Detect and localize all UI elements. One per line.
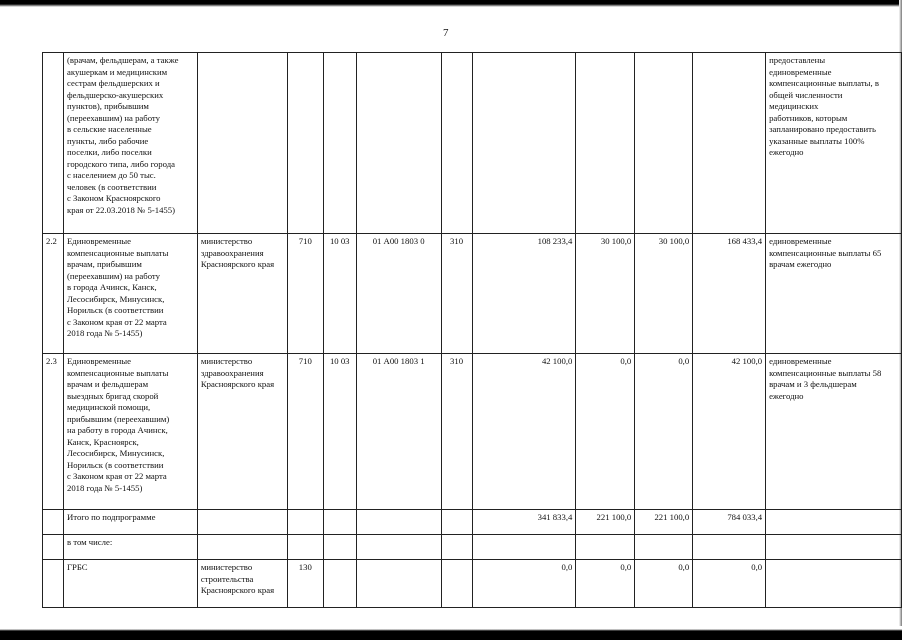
vr-code: 310	[441, 354, 472, 510]
amount-year-3	[635, 535, 693, 560]
grbs-code: 710	[287, 234, 323, 354]
csr-code	[356, 560, 441, 608]
rzpr-code	[323, 560, 356, 608]
amount-year-2: 30 100,0	[576, 234, 635, 354]
row-number	[43, 560, 64, 608]
amount-total: 42 100,0	[693, 354, 766, 510]
csr-code: 01 А00 1803 1	[356, 354, 441, 510]
amount-year-3: 0,0	[635, 354, 693, 510]
amount-year-1: 341 833,4	[472, 510, 576, 535]
csr-code: 01 А00 1803 0	[356, 234, 441, 354]
csr-code	[356, 535, 441, 560]
event-name: ГРБС	[63, 560, 197, 608]
amount-year-2	[576, 53, 635, 234]
expected-result: предоставлены единовременные компенсационные выплаты, в общей численности медицинских работников, которым запланировано предоставить указанные выплаты 100% ежегодно	[766, 53, 902, 234]
amount-total	[693, 535, 766, 560]
grbs-name: министерство здравоохранения Красноярского края	[197, 354, 287, 510]
amount-year-2	[576, 535, 635, 560]
table-row-subtotal	[43, 510, 902, 535]
row-number	[43, 53, 64, 234]
vr-code	[441, 535, 472, 560]
event-name: (врачам, фельдшерам, а также акушеркам и медицинским сестрам фельдшерских и фельдшерско-акушерских пунктов), прибывшим (переехавшим) на работу в сельские населенные пункты, либо рабочие поселки, либо поселки городского типа, либо города с населением до 50 тыс. человек (в соответствии с Законом Красноярского края от 22.03.2018 № 5-1455)	[63, 53, 197, 234]
amount-year-1: 108 233,4	[472, 234, 576, 354]
program-table	[42, 52, 902, 608]
vr-code	[441, 510, 472, 535]
scan-edge-top	[0, 0, 902, 7]
amount-year-1	[472, 535, 576, 560]
amount-year-2: 0,0	[576, 560, 635, 608]
table-row	[43, 53, 902, 234]
vr-code	[441, 53, 472, 234]
grbs-name	[197, 535, 287, 560]
row-number	[43, 535, 64, 560]
amount-year-2: 221 100,0	[576, 510, 635, 535]
amount-year-3: 221 100,0	[635, 510, 693, 535]
csr-code	[356, 510, 441, 535]
scan-edge-bottom	[0, 626, 902, 640]
row-number: 2.3	[43, 354, 64, 510]
event-name: Единовременные компенсационные выплаты врачам и фельдшерам выездных бригад скорой медицинской помощи, прибывшим (переехавшим) на работу в города Ачинск, Канск, Красноярск, Лесосибирск, Минусинск, Норильск (в соответствии с Законом края от 22 марта 2018 года № 5-1455)	[63, 354, 197, 510]
amount-year-1: 42 100,0	[472, 354, 576, 510]
amount-total: 0,0	[693, 560, 766, 608]
rzpr-code	[323, 535, 356, 560]
amount-year-1: 0,0	[472, 560, 576, 608]
rzpr-code: 10 03	[323, 354, 356, 510]
grbs-name: министерство строительства Красноярского края	[197, 560, 287, 608]
amount-year-2: 0,0	[576, 354, 635, 510]
csr-code	[356, 53, 441, 234]
amount-total: 784 033,4	[693, 510, 766, 535]
expected-result	[766, 535, 902, 560]
expected-result	[766, 560, 902, 608]
vr-code	[441, 560, 472, 608]
amount-year-1	[472, 53, 576, 234]
amount-total	[693, 53, 766, 234]
rzpr-code	[323, 510, 356, 535]
grbs-code: 130	[287, 560, 323, 608]
row-number: 2.2	[43, 234, 64, 354]
rzpr-code	[323, 53, 356, 234]
event-name: Единовременные компенсационные выплаты врачам, прибывшим (переехавшим) на работу в города Ачинск, Канск, Лесосибирск, Минусинск, Норильск (в соответствии с Законом края от 22 марта 2018 года № 5-1455)	[63, 234, 197, 354]
grbs-name: министерство здравоохранения Красноярского края	[197, 234, 287, 354]
table-row-including	[43, 535, 902, 560]
expected-result: единовременные компенсационные выплаты 58 врачам и 3 фельдшерам ежегодно	[766, 354, 902, 510]
grbs-code	[287, 53, 323, 234]
grbs-name	[197, 53, 287, 234]
expected-result	[766, 510, 902, 535]
grbs-name	[197, 510, 287, 535]
event-name: в том числе:	[63, 535, 197, 560]
grbs-code	[287, 535, 323, 560]
vr-code: 310	[441, 234, 472, 354]
amount-total: 168 433,4	[693, 234, 766, 354]
table-row-grbs	[43, 560, 902, 608]
rzpr-code: 10 03	[323, 234, 356, 354]
amount-year-3	[635, 53, 693, 234]
page-number: 7	[443, 27, 449, 39]
grbs-code: 710	[287, 354, 323, 510]
event-name: Итого по подпрограмме	[63, 510, 197, 535]
table-row	[43, 354, 902, 510]
amount-year-3: 0,0	[635, 560, 693, 608]
row-number	[43, 510, 64, 535]
expected-result: единовременные компенсационные выплаты 65 врачам ежегодно	[766, 234, 902, 354]
table-row	[43, 234, 902, 354]
grbs-code	[287, 510, 323, 535]
amount-year-3: 30 100,0	[635, 234, 693, 354]
